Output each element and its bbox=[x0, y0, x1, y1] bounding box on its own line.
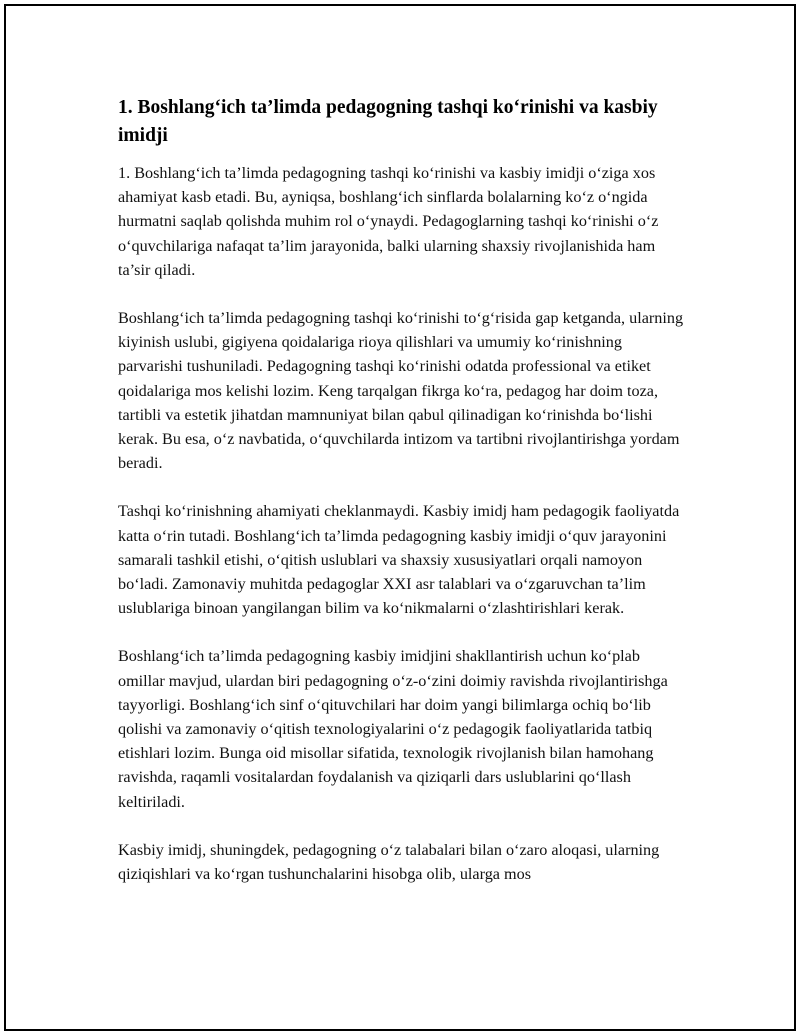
paragraph-1: 1. Boshlang‘ich ta’limda pedagogning tashqi ko‘rinishi va kasbiy imidji o‘ziga xos ahamiyat kasb etadi. Bu, ayniqsa, boshlang‘ich sinflarda bolalarning ko‘z o‘ngida hurmatni saqlab qolishda muhim rol o‘ynaydi. Pedagoglarning tashqi ko‘rinishi o‘z o‘quvchilariga nafaqat ta’lim jarayonida, balki ularning shaxsiy rivojlanishida ham ta’sir qiladi. bbox=[118, 164, 659, 279]
paragraph-5: Kasbiy imidj, shuningdek, pedagogning o‘z talabalari bilan o‘zaro aloqasi, ularning qiziqishlari va ko‘rgan tushunchalarini hisobga olib, ularga mos bbox=[118, 840, 660, 884]
paragraph-4: Boshlang‘ich ta’limda pedagogning kasbiy imidjini shakllantirish uchun ko‘plab omillar mavjud, ulardan biri pedagogning o‘z-o‘zini doimiy ravishda rivojlantirishga tayyorligi. Boshlang‘ich sinf o‘qituvchilari har doim yangi bilimlarga ochiq bo‘lib qolishi va zamonaviy o‘qitish texnologiyalarini o‘z pedagogik faoliyatlarida tatbiq etishlari lozim. Bunga oid misollar sifatida, texnologik rivojlanish bilan hamohang ravishda, raqamli vositalardan foydalanish va qiziqarli dars uslublarini qo‘llash keltiriladi. bbox=[118, 647, 668, 811]
paragraph-3: Tashqi ko‘rinishning ahamiyati cheklanmaydi. Kasbiy imidj ham pedagogik faoliyatda katta o‘rin tutadi. Boshlang‘ich ta’limda pedagogning kasbiy imidji o‘quv jarayonini samarali tashkil etishi, o‘qitish uslublari va shaxsiy xususiyatlari orqali namoyon bo‘ladi. Zamonaviy muhitda pedagoglar XXI asr talablari va o‘zgaruvchan ta’lim uslublariga binoan yangilangan bilim va ko‘nikmalarni o‘zlashtirishlari kerak. bbox=[118, 502, 680, 618]
section-heading: 1. Boshlang‘ich ta’limda pedagogning tashqi ko‘rinishi va kasbiy imidji bbox=[118, 97, 658, 146]
paragraph-2: Boshlang‘ich ta’limda pedagogning tashqi ko‘rinishi to‘g‘risida gap ketganda, ularning kiyinish uslubi, gigiyena qoidalariga rioya qilishlari va umumiy ko‘rinishning parvarishi tushuniladi. Pedagogning tashqi ko‘rinishi odatda professional va etiket qoidalariga mos kelishi lozim. Keng tarqalgan fikrga ko‘ra, pedagog har doim toza, tartibli va estetik jihatdan mamnuniyat bilan qabul qilinadigan ko‘rinishda bo‘lishi kerak. Bu esa, o‘z navbatida, o‘quvchilarda intizom va tartibni rivojlantirishga yordam beradi. bbox=[118, 309, 684, 473]
document-body bbox=[118, 94, 684, 886]
